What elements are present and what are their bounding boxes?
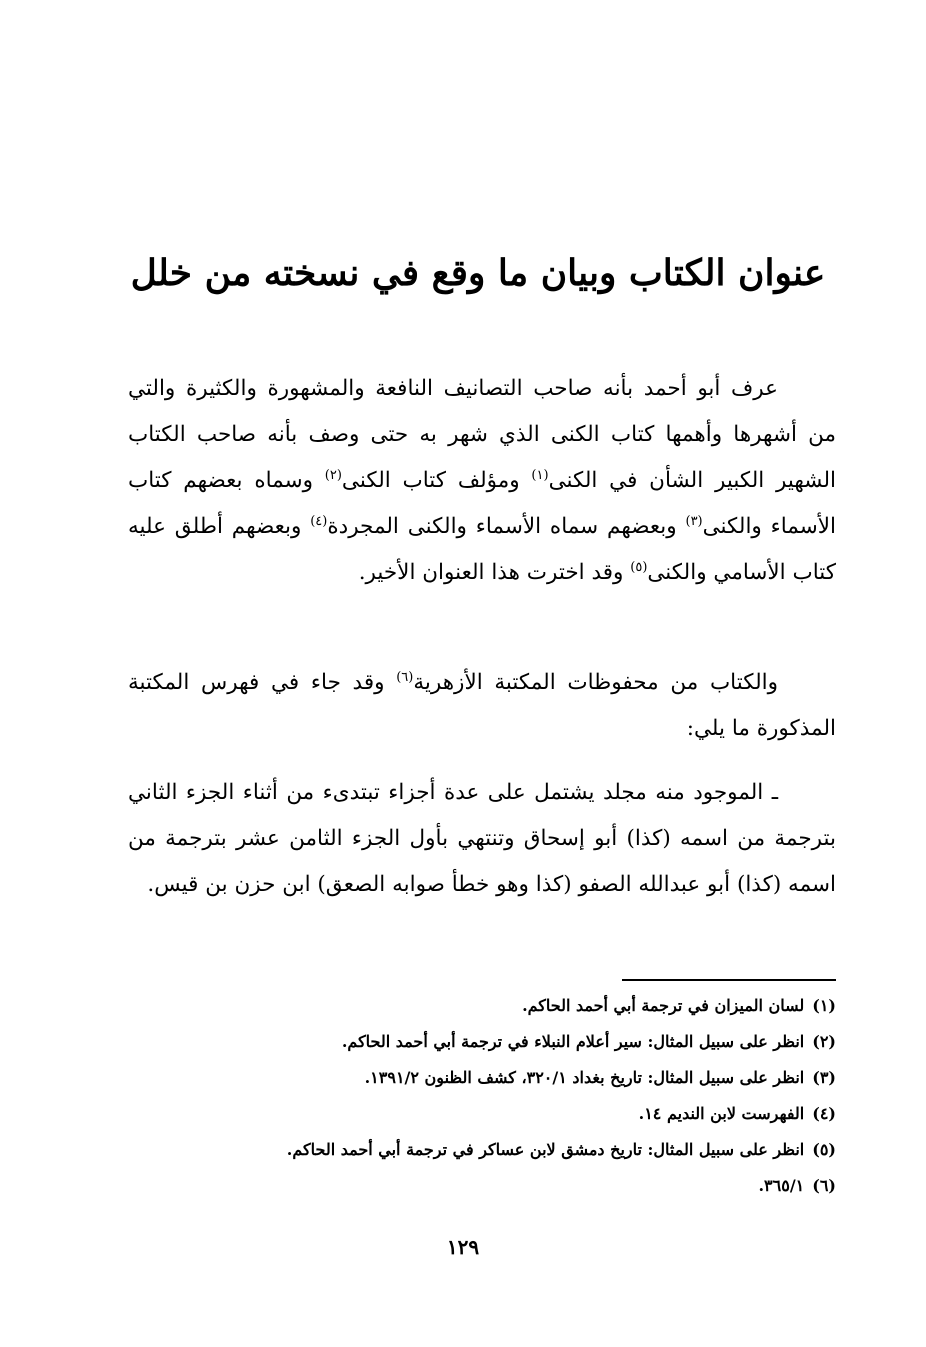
paragraph-catalog-quote: ـ الموجود منه مجلد يشتمل على عدة أجزاء تبتدىء من أثناء الجزء الثاني بترجمة من اسمه (كذا) أبو إسحاق وتنتهي بأول الجزء الثامن عشر بترجمة من اسمه (كذا) أبو عبدالله الصفو (كذا وهو خطأ صوابه الصعق) ابن حزن بن قيس. <box>128 780 836 897</box>
paragraph-text: ومؤلف كتاب الكنى <box>341 468 532 493</box>
footnote-1 <box>128 988 836 1024</box>
paragraph-text: وقد اخترت هذا العنوان الأخير. <box>358 560 631 585</box>
chapter-title: عنوان الكتاب وبيان ما وقع في نسخته من خلل <box>130 252 826 294</box>
footnote-number: (٥) <box>812 1140 836 1159</box>
footnote-ref-2: (٢) <box>324 467 342 483</box>
page-number: ١٢٩ <box>446 1235 480 1259</box>
paragraph-text: والكتاب من محفوظات المكتبة الأزهرية <box>413 670 779 695</box>
footnote-ref-4: (٤) <box>310 513 328 529</box>
paragraph-text: عرف أبو أحمد بأنه صاحب التصانيف النافعة والمشهورة والكثيرة والتي من أشهرها وأهمها كتاب الكنى الذي شهر به حتى وصف بأنه صاحب الكتاب الشهير الكبير الشأن في الكنى <box>128 376 836 493</box>
footnote-6 <box>128 1168 836 1204</box>
footnote-2 <box>128 1024 836 1060</box>
footnote-text: انظر على سبيل المثال: تاريخ دمشق لابن عساكر في ترجمة أبي أحمد الحاكم. <box>286 1140 805 1159</box>
paragraph-manuscript <box>128 660 836 752</box>
paragraph-text: وبعضهم سماه الأسماء والكنى المجردة <box>327 514 686 539</box>
footnote-separator <box>622 979 836 981</box>
footnote-text: ٣٦٥/١. <box>758 1176 805 1195</box>
footnote-text: لسان الميزان في ترجمة أبي أحمد الحاكم. <box>522 996 805 1015</box>
paragraph-text: وقد جاء في فهرس المكتبة المذكورة ما يلي: <box>128 670 836 741</box>
footnote-number: (٢) <box>812 1032 836 1051</box>
footnote-text: انظر على سبيل المثال: تاريخ بغداد ٣٢٠/١، كشف الظنون ١٣٩١/٢. <box>364 1068 805 1087</box>
footnote-number: (٤) <box>812 1104 836 1123</box>
paragraph-book-title <box>128 366 836 596</box>
footnote-4 <box>128 1096 836 1132</box>
footnote-3 <box>128 1060 836 1096</box>
footnote-5 <box>128 1132 836 1168</box>
footnote-text: الفهرست لابن النديم ١٤. <box>638 1104 805 1123</box>
paragraph-text: وبعضهم أطلق عليه كتاب الأسامي والكنى <box>128 514 836 585</box>
footnote-number: (٣) <box>812 1068 836 1087</box>
paragraph-text: وسماه بعضهم كتاب الأسماء والكنى <box>128 468 836 539</box>
footnote-ref-3: (٣) <box>685 513 703 529</box>
footnote-number: (١) <box>812 996 836 1015</box>
footnote-ref-6: (٦) <box>396 669 414 685</box>
footnote-ref-5: (٥) <box>630 559 648 575</box>
footnote-ref-1: (١) <box>531 467 549 483</box>
footnotes-list <box>128 988 836 1204</box>
footnote-number: (٦) <box>812 1176 836 1195</box>
footnote-text: انظر على سبيل المثال: سير أعلام النبلاء في ترجمة أبي أحمد الحاكم. <box>341 1032 805 1051</box>
